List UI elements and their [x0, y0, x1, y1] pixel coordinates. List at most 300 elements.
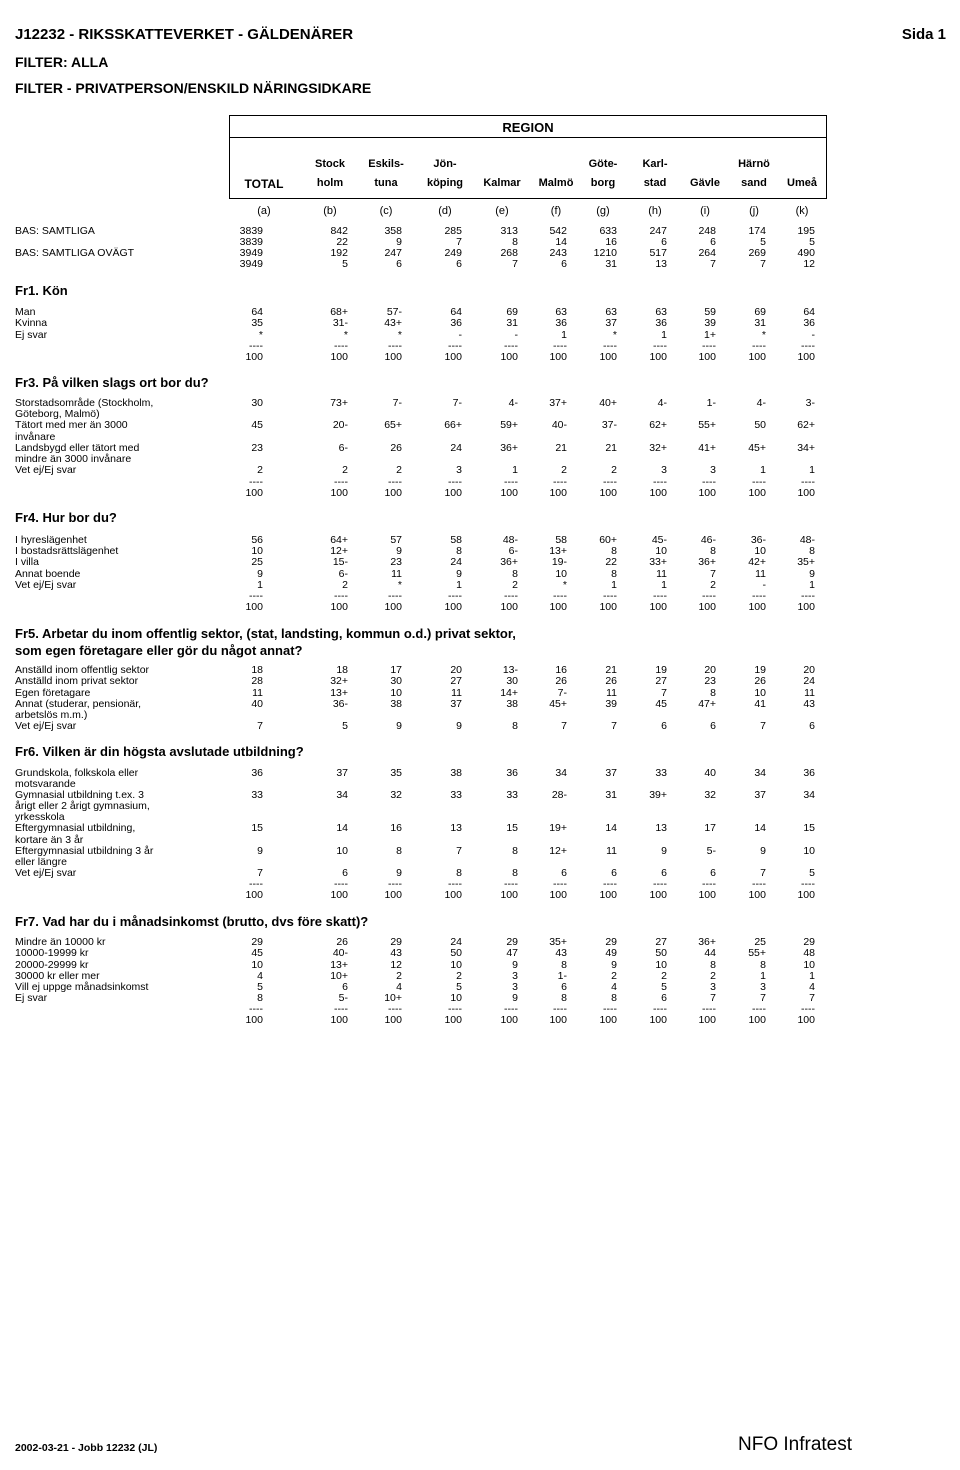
table-cell: 45	[251, 947, 263, 959]
table-cell: 28-	[551, 789, 567, 801]
table-row	[0, 341, 960, 352]
table-cell: 8	[611, 545, 617, 557]
table-cell: 56	[251, 534, 263, 546]
table-cell: 100	[748, 487, 766, 499]
table-cell: 62+	[649, 419, 667, 431]
table-cell: 5	[257, 981, 263, 993]
table-cell: 100	[245, 1014, 263, 1026]
table-cell: 3	[710, 464, 716, 476]
table-row	[0, 993, 960, 1004]
table-cell: 50	[754, 419, 766, 431]
table-cell: 39	[704, 317, 716, 329]
table-cell: 3	[710, 981, 716, 993]
table-cell: 34	[754, 767, 766, 779]
table-cell: 3	[661, 464, 667, 476]
table-cell: 16	[390, 822, 402, 834]
table-cell: 269	[748, 247, 766, 259]
table-cell: ----	[504, 340, 518, 352]
table-cell: ----	[448, 878, 462, 890]
table-cell: ----	[801, 590, 815, 602]
table-cell: 34	[803, 789, 815, 801]
table-cell: ----	[801, 476, 815, 488]
table-cell: 195	[797, 225, 815, 237]
table-row	[0, 237, 960, 248]
table-cell: 7	[611, 720, 617, 732]
table-cell: 36	[251, 767, 263, 779]
table-cell: ----	[249, 590, 263, 602]
table-cell: ----	[249, 476, 263, 488]
table-row	[0, 937, 960, 948]
table-cell: 9	[396, 545, 402, 557]
table-cell: 11	[391, 568, 402, 580]
table-cell: 57-	[386, 306, 402, 318]
column-letter: (b)	[323, 205, 337, 217]
table-cell: 36+	[500, 556, 518, 568]
table-cell: 2	[561, 464, 567, 476]
table-cell: 6	[396, 258, 402, 270]
table-cell: 249	[444, 247, 462, 259]
table-cell: 24	[450, 936, 462, 948]
table-cell: 7	[809, 992, 815, 1004]
row-label: Vet ej/Ej svar	[15, 579, 77, 591]
table-cell: 8	[710, 545, 716, 557]
table-cell: 68+	[330, 306, 348, 318]
table-cell: 633	[599, 225, 617, 237]
table-cell: 11	[656, 568, 667, 580]
table-cell: ----	[388, 590, 402, 602]
row-label: Ej svar	[15, 329, 48, 341]
table-cell: 43	[555, 947, 567, 959]
table-row	[0, 409, 960, 420]
table-cell: 100	[500, 351, 518, 363]
table-cell: 4-	[756, 397, 766, 409]
table-cell: 41+	[698, 442, 716, 454]
table-cell: 36	[655, 317, 667, 329]
table-row	[0, 259, 960, 270]
column-letter: (a)	[257, 205, 271, 217]
table-cell: ----	[702, 1003, 716, 1015]
table-cell: 69	[506, 306, 518, 318]
question-heading: Fr1. Kön	[15, 283, 68, 298]
table-cell: ----	[334, 590, 348, 602]
table-cell: 37	[450, 698, 462, 710]
table-cell: 100	[500, 487, 518, 499]
table-cell: ----	[702, 878, 716, 890]
table-cell: 9	[760, 845, 766, 857]
table-cell: 20-	[332, 419, 348, 431]
table-cell: 8	[257, 992, 263, 1004]
table-cell: ----	[504, 878, 518, 890]
table-cell: ----	[553, 1003, 567, 1015]
table-cell: 14	[336, 822, 348, 834]
table-cell: 6	[456, 258, 462, 270]
table-row	[0, 812, 960, 823]
table-cell: ----	[553, 476, 567, 488]
table-cell: 1-	[706, 397, 716, 409]
table-row	[0, 443, 960, 454]
table-cell: 9	[257, 568, 263, 580]
table-cell: 8	[760, 959, 766, 971]
table-cell: 5	[342, 720, 348, 732]
table-cell: 47+	[698, 698, 716, 710]
table-cell: 40-	[332, 947, 348, 959]
table-cell: *	[612, 329, 617, 341]
table-row	[0, 488, 960, 499]
table-cell: 7	[661, 687, 667, 699]
table-cell: -	[811, 329, 815, 341]
table-cell: 192	[330, 247, 348, 259]
table-cell: 9	[809, 568, 815, 580]
table-cell: 100	[245, 487, 263, 499]
table-cell: 14	[605, 822, 617, 834]
footer-date-job: 2002-03-21 - Jobb 12232 (JL)	[15, 1442, 158, 1454]
table-cell: 1	[611, 579, 617, 591]
table-cell: 1	[809, 970, 815, 982]
table-cell: 100	[649, 601, 667, 613]
table-cell: 7	[710, 258, 716, 270]
row-label: Kvinna	[15, 317, 48, 329]
table-cell: 45-	[651, 534, 667, 546]
row-label: I bostadsrättslägenhet	[15, 545, 119, 557]
table-cell: 11	[606, 845, 617, 857]
column-header-line1: Eskils-	[368, 158, 404, 170]
table-cell: 31	[506, 317, 518, 329]
table-cell: 8	[456, 867, 462, 879]
table-row	[0, 352, 960, 363]
question-heading: som egen företagare eller gör du något annat?	[15, 643, 303, 658]
table-cell: 9	[396, 236, 402, 248]
table-cell: 29	[390, 936, 402, 948]
table-cell: ----	[752, 340, 766, 352]
table-cell: 9	[456, 720, 462, 732]
table-row	[0, 948, 960, 959]
table-cell: 35+	[549, 936, 567, 948]
table-cell: 59	[704, 306, 716, 318]
table-cell: ----	[752, 590, 766, 602]
row-label: 20000-29999 kr	[15, 959, 89, 971]
table-cell: 39+	[649, 789, 667, 801]
table-cell: 100	[330, 487, 348, 499]
table-cell: 40-	[551, 419, 567, 431]
table-cell: 243	[549, 247, 567, 259]
table-cell: 31	[754, 317, 766, 329]
table-row	[0, 1004, 960, 1015]
table-cell: 37	[605, 317, 617, 329]
table-cell: 13-	[502, 664, 518, 676]
table-cell: 2	[396, 970, 402, 982]
table-cell: 12	[803, 258, 815, 270]
table-row	[0, 721, 960, 732]
table-cell: 100	[797, 1014, 815, 1026]
table-cell: 30	[251, 397, 263, 409]
column-header-line2: borg	[590, 177, 616, 189]
table-cell: 36	[506, 767, 518, 779]
table-cell: ----	[448, 1003, 462, 1015]
table-cell: 35	[390, 767, 402, 779]
table-cell: 30	[390, 675, 402, 687]
column-header-line1: Härnö	[738, 158, 770, 170]
table-cell: 19	[655, 664, 667, 676]
row-label: yrkesskola	[15, 811, 65, 823]
table-cell: 5	[342, 258, 348, 270]
table-row	[0, 454, 960, 465]
table-cell: 20	[803, 664, 815, 676]
table-cell: 100	[444, 1014, 462, 1026]
table-cell: 13+	[330, 687, 348, 699]
table-cell: 100	[748, 351, 766, 363]
table-cell: 11	[451, 687, 462, 699]
table-cell: 7	[710, 568, 716, 580]
table-cell: ----	[334, 340, 348, 352]
table-cell: 1	[257, 579, 263, 591]
table-cell: 10	[251, 959, 263, 971]
table-cell: 100	[549, 487, 567, 499]
table-cell: 9	[611, 959, 617, 971]
table-cell: 100	[649, 889, 667, 901]
row-label: Grundskola, folkskola eller	[15, 767, 139, 779]
table-cell: 1+	[704, 329, 716, 341]
table-cell: 100	[549, 1014, 567, 1026]
table-cell: 2	[342, 464, 348, 476]
row-label: Anställd inom privat sektor	[15, 675, 139, 687]
row-label: Annat boende	[15, 568, 81, 580]
table-cell: 33	[506, 789, 518, 801]
table-cell: ----	[801, 878, 815, 890]
table-cell: 36-	[332, 698, 348, 710]
table-cell: 17	[390, 664, 402, 676]
table-cell: 490	[797, 247, 815, 259]
table-cell: 2	[710, 970, 716, 982]
table-cell: 100	[599, 601, 617, 613]
row-label: Landsbygd eller tätort med	[15, 442, 140, 454]
table-cell: 9	[512, 992, 518, 1004]
table-cell: 2	[611, 464, 617, 476]
table-cell: ----	[249, 878, 263, 890]
table-cell: 8	[710, 687, 716, 699]
table-cell: 1	[661, 329, 667, 341]
table-cell: 8	[456, 545, 462, 557]
table-cell: 31	[605, 789, 617, 801]
column-letter: (f)	[550, 205, 562, 217]
table-cell: ----	[388, 476, 402, 488]
table-cell: 100	[330, 601, 348, 613]
table-row	[0, 432, 960, 443]
row-label: årigt eller 2 årigt gymnasium,	[15, 800, 150, 812]
table-cell: *	[397, 329, 402, 341]
table-cell: 13+	[330, 959, 348, 971]
table-cell: 64	[803, 306, 815, 318]
table-cell: ----	[702, 340, 716, 352]
table-cell: 100	[500, 1014, 518, 1026]
table-cell: 21	[605, 442, 617, 454]
row-label: Anställd inom offentlig sektor	[15, 664, 150, 676]
table-cell: 18	[336, 664, 348, 676]
table-cell: 63	[555, 306, 567, 318]
table-cell: ----	[334, 476, 348, 488]
column-header-line2: Gävle	[690, 177, 720, 189]
table-cell: 8	[561, 992, 567, 1004]
table-cell: 358	[384, 225, 402, 237]
row-label: Vet ej/Ej svar	[15, 720, 77, 732]
table-cell: 5	[809, 236, 815, 248]
table-cell: 4-	[508, 397, 518, 409]
table-cell: 10	[655, 959, 667, 971]
table-cell: 40+	[599, 397, 617, 409]
row-label: 30000 kr eller mer	[15, 970, 100, 982]
table-cell: ----	[653, 1003, 667, 1015]
table-cell: 100	[444, 889, 462, 901]
table-cell: ----	[388, 1003, 402, 1015]
table-cell: 7	[760, 258, 766, 270]
table-row	[0, 591, 960, 602]
table-cell: 10	[754, 687, 766, 699]
table-cell: 6	[342, 867, 348, 879]
table-cell: 40	[251, 698, 263, 710]
column-letter: (i)	[700, 205, 710, 217]
table-cell: 8	[512, 867, 518, 879]
table-cell: 8	[611, 568, 617, 580]
table-cell: ----	[752, 1003, 766, 1015]
table-cell: 13	[450, 822, 462, 834]
table-cell: ----	[653, 590, 667, 602]
table-cell: 1	[512, 464, 518, 476]
table-cell: 100	[797, 351, 815, 363]
table-cell: 8	[809, 545, 815, 557]
table-cell: 43+	[384, 317, 402, 329]
table-cell: ----	[603, 340, 617, 352]
table-cell: 6	[661, 236, 667, 248]
table-row	[0, 857, 960, 868]
table-cell: 10	[336, 845, 348, 857]
table-cell: 100	[698, 487, 716, 499]
table-cell: 3-	[805, 397, 815, 409]
table-cell: 45	[655, 698, 667, 710]
table-cell: 100	[384, 351, 402, 363]
table-cell: 3	[456, 464, 462, 476]
table-cell: 32+	[649, 442, 667, 454]
row-label: Gymnasial utbildning t.ex. 3	[15, 789, 144, 801]
table-cell: 43	[390, 947, 402, 959]
table-cell: 10+	[384, 992, 402, 1004]
table-cell: 5	[760, 236, 766, 248]
table-cell: 58	[450, 534, 462, 546]
table-cell: 10+	[330, 970, 348, 982]
table-cell: ----	[752, 878, 766, 890]
table-cell: 33	[655, 767, 667, 779]
table-cell: 8	[611, 992, 617, 1004]
table-cell: 100	[500, 601, 518, 613]
table-cell: 100	[748, 601, 766, 613]
table-cell: 1	[561, 329, 567, 341]
table-cell: ----	[752, 476, 766, 488]
row-label: 10000-19999 kr	[15, 947, 89, 959]
table-cell: 64	[450, 306, 462, 318]
table-cell: 27	[450, 675, 462, 687]
table-cell: 6	[661, 867, 667, 879]
column-header-line1: Jön-	[433, 158, 457, 170]
table-cell: ----	[334, 878, 348, 890]
column-letter: (g)	[596, 205, 610, 217]
table-row	[0, 779, 960, 790]
table-cell: ----	[603, 1003, 617, 1015]
row-label: Tätort med mer än 3000	[15, 419, 128, 431]
table-cell: 2	[611, 970, 617, 982]
table-cell: 47	[506, 947, 518, 959]
table-row	[0, 879, 960, 890]
table-cell: 2	[396, 464, 402, 476]
table-cell: 542	[549, 225, 567, 237]
table-cell: ----	[603, 878, 617, 890]
table-cell: 50	[655, 947, 667, 959]
table-cell: 19+	[549, 822, 567, 834]
table-cell: 21	[605, 664, 617, 676]
table-cell: 26	[555, 675, 567, 687]
table-cell: 2	[512, 579, 518, 591]
table-row	[0, 890, 960, 901]
table-cell: ----	[388, 878, 402, 890]
column-header-line2: Kalmar	[483, 177, 521, 189]
table-cell: ----	[448, 590, 462, 602]
table-cell: 32	[704, 789, 716, 801]
table-cell: 36+	[500, 442, 518, 454]
row-label: Mindre än 10000 kr	[15, 936, 106, 948]
table-cell: 1	[809, 579, 815, 591]
table-cell: 66+	[444, 419, 462, 431]
table-cell: 10	[390, 687, 402, 699]
table-cell: 45+	[549, 698, 567, 710]
table-cell: 62+	[797, 419, 815, 431]
table-cell: 35	[251, 317, 263, 329]
row-label: Vet ej/Ej svar	[15, 867, 77, 879]
table-cell: 4	[396, 981, 402, 993]
table-cell: 64	[251, 306, 263, 318]
table-cell: 46-	[700, 534, 716, 546]
column-header-line2: holm	[316, 177, 344, 189]
table-cell: 12	[390, 959, 402, 971]
table-cell: ----	[653, 340, 667, 352]
table-cell: 27	[655, 936, 667, 948]
table-cell: 26	[336, 936, 348, 948]
table-cell: 15	[251, 822, 263, 834]
table-cell: 39	[605, 698, 617, 710]
region-title: REGION	[502, 120, 554, 135]
table-cell: ----	[653, 878, 667, 890]
question-heading: Fr3. På vilken slags ort bor du?	[15, 375, 209, 390]
table-cell: 3949	[239, 258, 263, 270]
table-cell: 6-	[508, 545, 518, 557]
table-row	[0, 477, 960, 488]
table-row	[0, 557, 960, 568]
table-cell: 6	[661, 720, 667, 732]
table-cell: 32+	[330, 675, 348, 687]
table-cell: 100	[748, 889, 766, 901]
question-heading: Fr6. Vilken är din högsta avslutade utbildning?	[15, 744, 304, 759]
table-cell: 37	[605, 767, 617, 779]
table-row	[0, 318, 960, 329]
table-cell: 24	[450, 442, 462, 454]
table-cell: 24	[803, 675, 815, 687]
table-cell: 20	[704, 664, 716, 676]
table-cell: 100	[384, 601, 402, 613]
table-cell: 20	[450, 664, 462, 676]
row-label: Annat (studerar, pensionär,	[15, 698, 142, 710]
table-cell: 48	[803, 947, 815, 959]
table-row	[0, 710, 960, 721]
column-header-line1: Göte-	[588, 158, 618, 170]
table-cell: *	[397, 579, 402, 591]
table-cell: 7	[760, 720, 766, 732]
table-row	[0, 868, 960, 879]
